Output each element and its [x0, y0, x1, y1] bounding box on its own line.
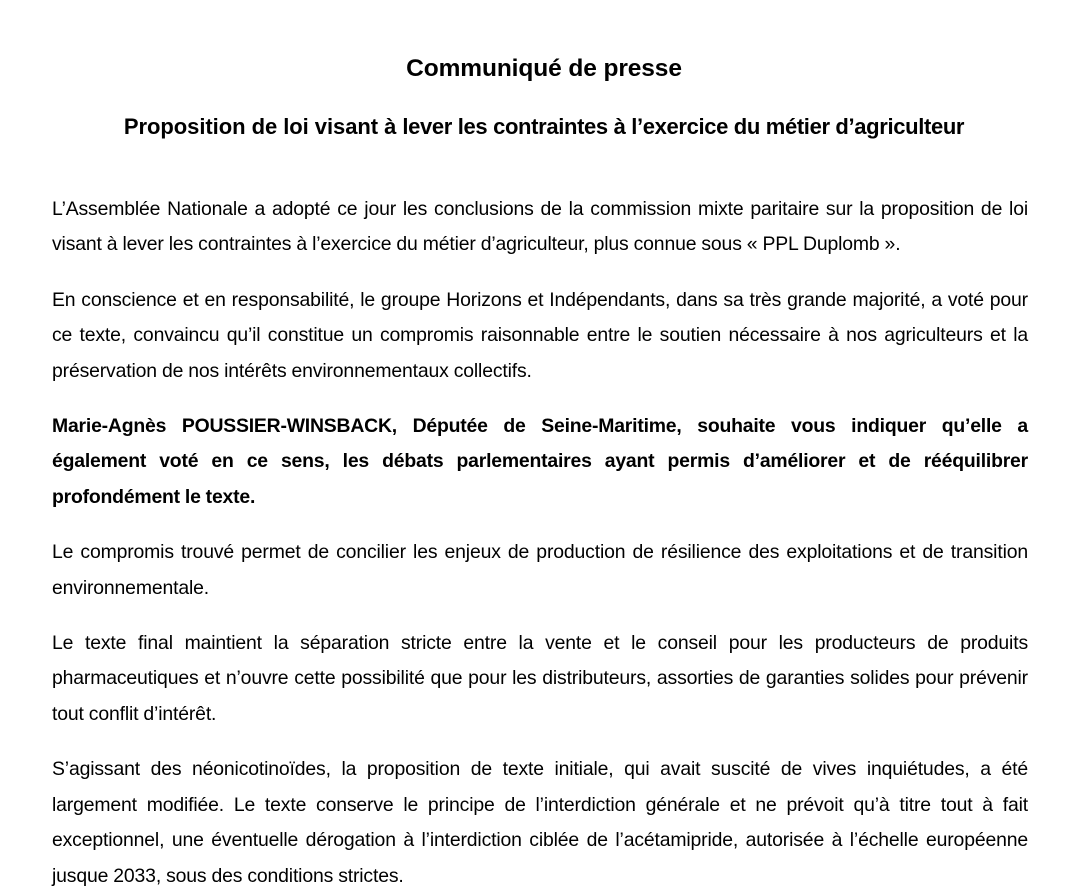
paragraph-adoption: L’Assemblée Nationale a adopté ce jour les conclusions de la commission mixte paritaire sur la proposition de loi visant à lever les contraintes à l’exercice du métier d’agriculteur, plus connue sous « PPL Duplomb ». [52, 198, 1028, 256]
paragraph-groupe-horizons: En conscience et en responsabilité, le groupe Horizons et Indépendants, dans sa très grande majorité, a voté pour ce texte, convaincu qu’il constitue un compromis raisonnable entre le soutien nécessaire à nos agriculteurs et la préservation de nos intérêts environnementaux collectifs. [52, 288, 1028, 382]
paragraph-separation-vente-conseil: Le texte final maintient la séparation stricte entre la vente et le conseil pour les producteurs de produits pharmaceutiques et n’ouvre cette possibilité que pour les distributeurs, assorties de garanties solides pour prévenir tout conflit d’intérêt. [52, 632, 1028, 725]
paragraph-neonicotinoides: S’agissant des néonicotinoïdes, la proposition de texte initiale, qui avait suscité de vives inquiétudes, a été largement modifiée. Le texte conserve le principe de l’interdiction générale et ne prévoit qu’à titre tout à fait exceptionnel, une éventuelle dérogation à l’interdiction ciblée de l’acétamipride, autorisée à l’échelle européenne jusque 2033, sous des conditions strictes. [52, 758, 1028, 887]
document-subtitle [0, 112, 1088, 142]
document-subtitle-segment-one: Proposition de loi visant à [123, 114, 403, 140]
page-title: Communiqué de presse [406, 55, 682, 83]
paragraph-deputee-statement: Marie-Agnès POUSSIER-WINSBACK, Députée de Seine-Maritime, souhaite vous indiquer qu’elle a également voté en ce sens, les débats parlementaires ayant permis d’améliorer et de rééquilibrer profondément le texte. [52, 415, 1028, 508]
document-subtitle-segment-two: lever les contraintes à l’exercice du métier d’agriculteur [402, 114, 965, 140]
paragraph-compromis: Le compromis trouvé permet de concilier les enjeux de production de résilience des exploitations et de transition environnementale. [52, 541, 1028, 599]
document-body [52, 192, 1028, 894]
